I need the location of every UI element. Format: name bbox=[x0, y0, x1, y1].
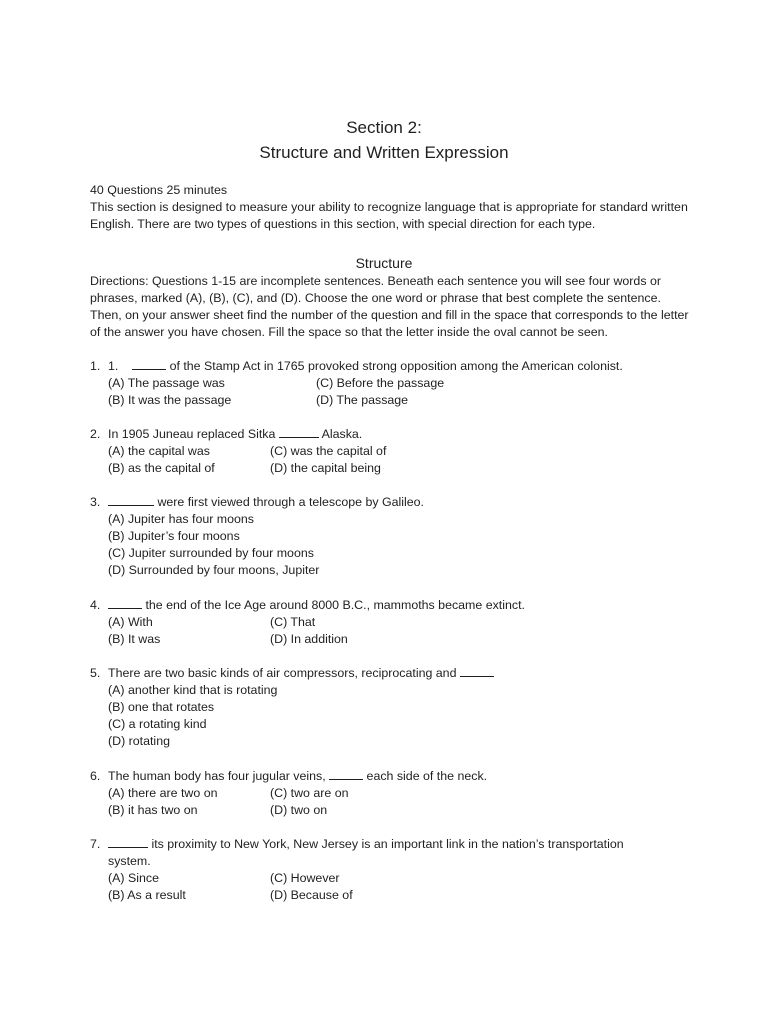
directions-label: Directions bbox=[90, 274, 146, 288]
question-number: 7. bbox=[90, 837, 101, 851]
question-prefix: 1. bbox=[108, 359, 119, 373]
question-text-before: There are two basic kinds of air compressors, reciprocating and bbox=[108, 666, 460, 680]
question-text-before: The human body has four jugular veins, bbox=[108, 769, 330, 783]
option-c: (C) Jupiter surrounded by four moons bbox=[108, 546, 314, 560]
option-a: (A) there are two on bbox=[108, 786, 218, 800]
option-c: (C) That bbox=[270, 615, 316, 629]
question-stem bbox=[108, 836, 653, 870]
option-d: (D) rotating bbox=[108, 734, 170, 748]
answer-blank bbox=[329, 769, 363, 780]
option-d: (D) two on bbox=[270, 803, 328, 817]
subsection-heading: Structure bbox=[355, 255, 413, 271]
option-b: (B) one that rotates bbox=[108, 700, 215, 714]
option-c: (C) Before the passage bbox=[316, 376, 445, 390]
question-stem bbox=[108, 597, 690, 614]
option-d: (D) Because of bbox=[270, 888, 353, 902]
question-item bbox=[90, 426, 690, 475]
answer-blank bbox=[108, 598, 142, 609]
directions bbox=[90, 273, 690, 341]
option-b: (B) As a result bbox=[108, 888, 186, 902]
directions-text: : Questions 1-15 are incomplete sentences. Beneath each sentence you will see four words or phrases, marked (A), (B), (C), and (D). Choose the one word or phrase that best complete the sentence. Then, on your answer sheet find the number of the question and fill in the space that corresponds to the letter of the answer you have chosen. Fill the space so that the letter inside the oval cannot be seen. bbox=[90, 274, 689, 339]
question-number: 5. bbox=[90, 666, 101, 680]
question-text: the end of the Ice Age around 8000 B.C., mammoths became extinct. bbox=[142, 598, 525, 612]
question-text-after: each side of the neck. bbox=[363, 769, 488, 783]
option-b: (B) it has two on bbox=[108, 803, 198, 817]
option-d: (D) Surrounded by four moons, Jupiter bbox=[108, 563, 320, 577]
option-a: (A) another kind that is rotating bbox=[108, 683, 278, 697]
question-item bbox=[90, 358, 690, 407]
option-b: (B) It was the passage bbox=[108, 393, 232, 407]
question-text: of the Stamp Act in 1765 provoked strong opposition among the American colonist. bbox=[166, 359, 623, 373]
question-number: 6. bbox=[90, 769, 101, 783]
option-c: (C) However bbox=[270, 871, 340, 885]
option-d: (D) The passage bbox=[316, 393, 409, 407]
option-a: (A) Since bbox=[108, 871, 159, 885]
question-text-after: Alaska. bbox=[318, 427, 363, 441]
option-d: (D) the capital being bbox=[270, 461, 381, 475]
question-text: were first viewed through a telescope by Galileo. bbox=[154, 495, 424, 509]
question-text-before: In 1905 Juneau replaced Sitka bbox=[108, 427, 279, 441]
question-number: 3. bbox=[90, 495, 101, 509]
section-intro: This section is designed to measure your ability to recognize language that is appropriate for standard written English. There are two types of questions in this section, with special direction for each type. bbox=[90, 200, 688, 231]
answer-blank bbox=[460, 666, 494, 677]
question-number: 4. bbox=[90, 598, 101, 612]
answer-blank bbox=[279, 427, 319, 438]
section-number: Section 2: bbox=[346, 118, 422, 137]
option-a: (A) The passage was bbox=[108, 376, 225, 390]
question-item bbox=[90, 597, 690, 646]
question-item bbox=[90, 836, 690, 902]
question-stem bbox=[108, 768, 690, 785]
answer-blank bbox=[108, 495, 154, 506]
answer-blank bbox=[132, 359, 166, 370]
question-item bbox=[90, 665, 690, 748]
option-c: (C) was the capital of bbox=[270, 444, 387, 458]
option-c: (C) a rotating kind bbox=[108, 717, 207, 731]
question-number: 1. bbox=[90, 359, 101, 373]
question-stem bbox=[108, 426, 690, 443]
question-stem bbox=[108, 665, 690, 682]
option-a: (A) With bbox=[108, 615, 153, 629]
option-b: (B) as the capital of bbox=[108, 461, 215, 475]
question-stem bbox=[108, 494, 690, 511]
question-item bbox=[90, 494, 690, 577]
option-b: (B) It was bbox=[108, 632, 161, 646]
option-a: (A) Jupiter has four moons bbox=[108, 512, 254, 526]
time-limit-info: 40 Questions 25 minutes bbox=[90, 183, 228, 197]
section-title: Structure and Written Expression bbox=[259, 143, 509, 162]
question-text: its proximity to New York, New Jersey is an important link in the nation’s transportation system. bbox=[108, 837, 624, 868]
option-b: (B) Jupiter’s four moons bbox=[108, 529, 240, 543]
option-a: (A) the capital was bbox=[108, 444, 210, 458]
question-item bbox=[90, 768, 690, 817]
option-d: (D) In addition bbox=[270, 632, 348, 646]
answer-blank bbox=[108, 837, 148, 848]
question-stem bbox=[108, 358, 690, 375]
option-c: (C) two are on bbox=[270, 786, 349, 800]
question-number: 2. bbox=[90, 427, 101, 441]
